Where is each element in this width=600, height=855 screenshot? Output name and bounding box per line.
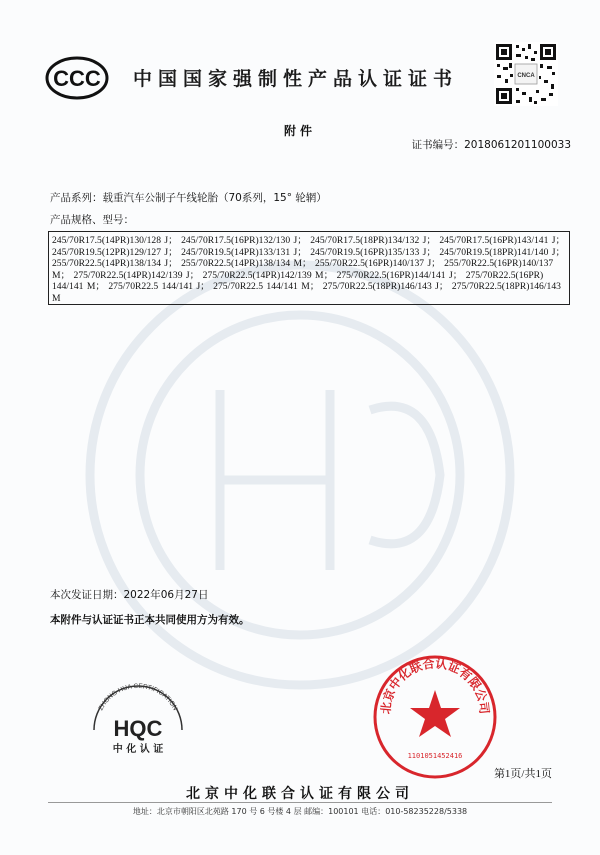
background-watermark bbox=[70, 240, 530, 710]
hqc-ring-text: ZHONG HUA CERTIFICATION bbox=[97, 682, 179, 712]
seal-ring-text: 北京中化联合认证有限公司 bbox=[378, 656, 492, 715]
svg-text:ZHONG HUA CERTIFICATION bbox=[97, 683, 178, 712]
certificate-title: 中国国家强制性产品认证证书 bbox=[133, 68, 459, 90]
qr-center-logo-text: CNCA bbox=[517, 73, 535, 79]
certificate-number: 证书编号：2018061201100033 bbox=[411, 139, 571, 151]
hqc-bottom-text: 中 化 认 证 bbox=[112, 744, 164, 755]
issue-date: 本次发证日期：2022年06月27日 bbox=[50, 589, 209, 601]
qr-code bbox=[494, 42, 558, 106]
validity-note: 本附件与认证证书正本共同使用方为有效。 bbox=[50, 614, 250, 626]
appendix-heading: 附件 bbox=[283, 124, 316, 138]
ccc-logo-text: CCC bbox=[53, 66, 101, 91]
footer-divider bbox=[48, 802, 552, 803]
company-seal bbox=[370, 652, 500, 782]
hqc-mark: HQC bbox=[113, 716, 163, 741]
product-series: 产品系列：载重汽车公制子午线轮胎（70系列，15° 轮辋） bbox=[50, 192, 327, 204]
ccc-logo bbox=[45, 56, 109, 100]
issuer-address: 地址：北京市朝阳区北苑路 170 号 6 号楼 4 层 邮编：100101 电话：010-58235228/5338 bbox=[132, 807, 468, 816]
product-spec-label: 产品规格、型号： bbox=[50, 214, 134, 226]
issuer-company-name: 北京中化联合认证有限公司 bbox=[186, 786, 414, 802]
product-models-box: 245/70R17.5(14PR)130/128 J； 245/70R17.5(16PR)132/130 J； 245/70R17.5(18PR)134/132 J； 245/70R17.5(16PR)143/141 J； 245/70R19.5(12PR)129/127 J； 245/70R19.5(14PR)133/131 J； 245/70R19.5(16PR)135/133 J； 245/70R19.5(18PR)141/140 J； 255/70R22.5(14PR)138/134 J； 255/70R22.5(14PR)138/134 M； 255/70R22.5(16PR)140/137 J； 255/70R22.5(16PR)140/137 M； 275/70R22.5(14PR)142/139 J； 275/70R22.5(14PR)142/139 M； 275/70R22.5(16PR)144/141 J； 275/70R22.5(16PR) 144/141 M； 275/70R22.5 144/141 J； 275/70R22.5 144/141 M； 275/70R22.5(18PR)146/143 J； 275/70R22.5(18PR)146/143 M bbox=[48, 231, 570, 305]
hqc-logo bbox=[84, 676, 192, 764]
seal-number: 1101051452416 bbox=[407, 752, 463, 760]
page-number: 第1页/共1页 bbox=[493, 768, 552, 780]
